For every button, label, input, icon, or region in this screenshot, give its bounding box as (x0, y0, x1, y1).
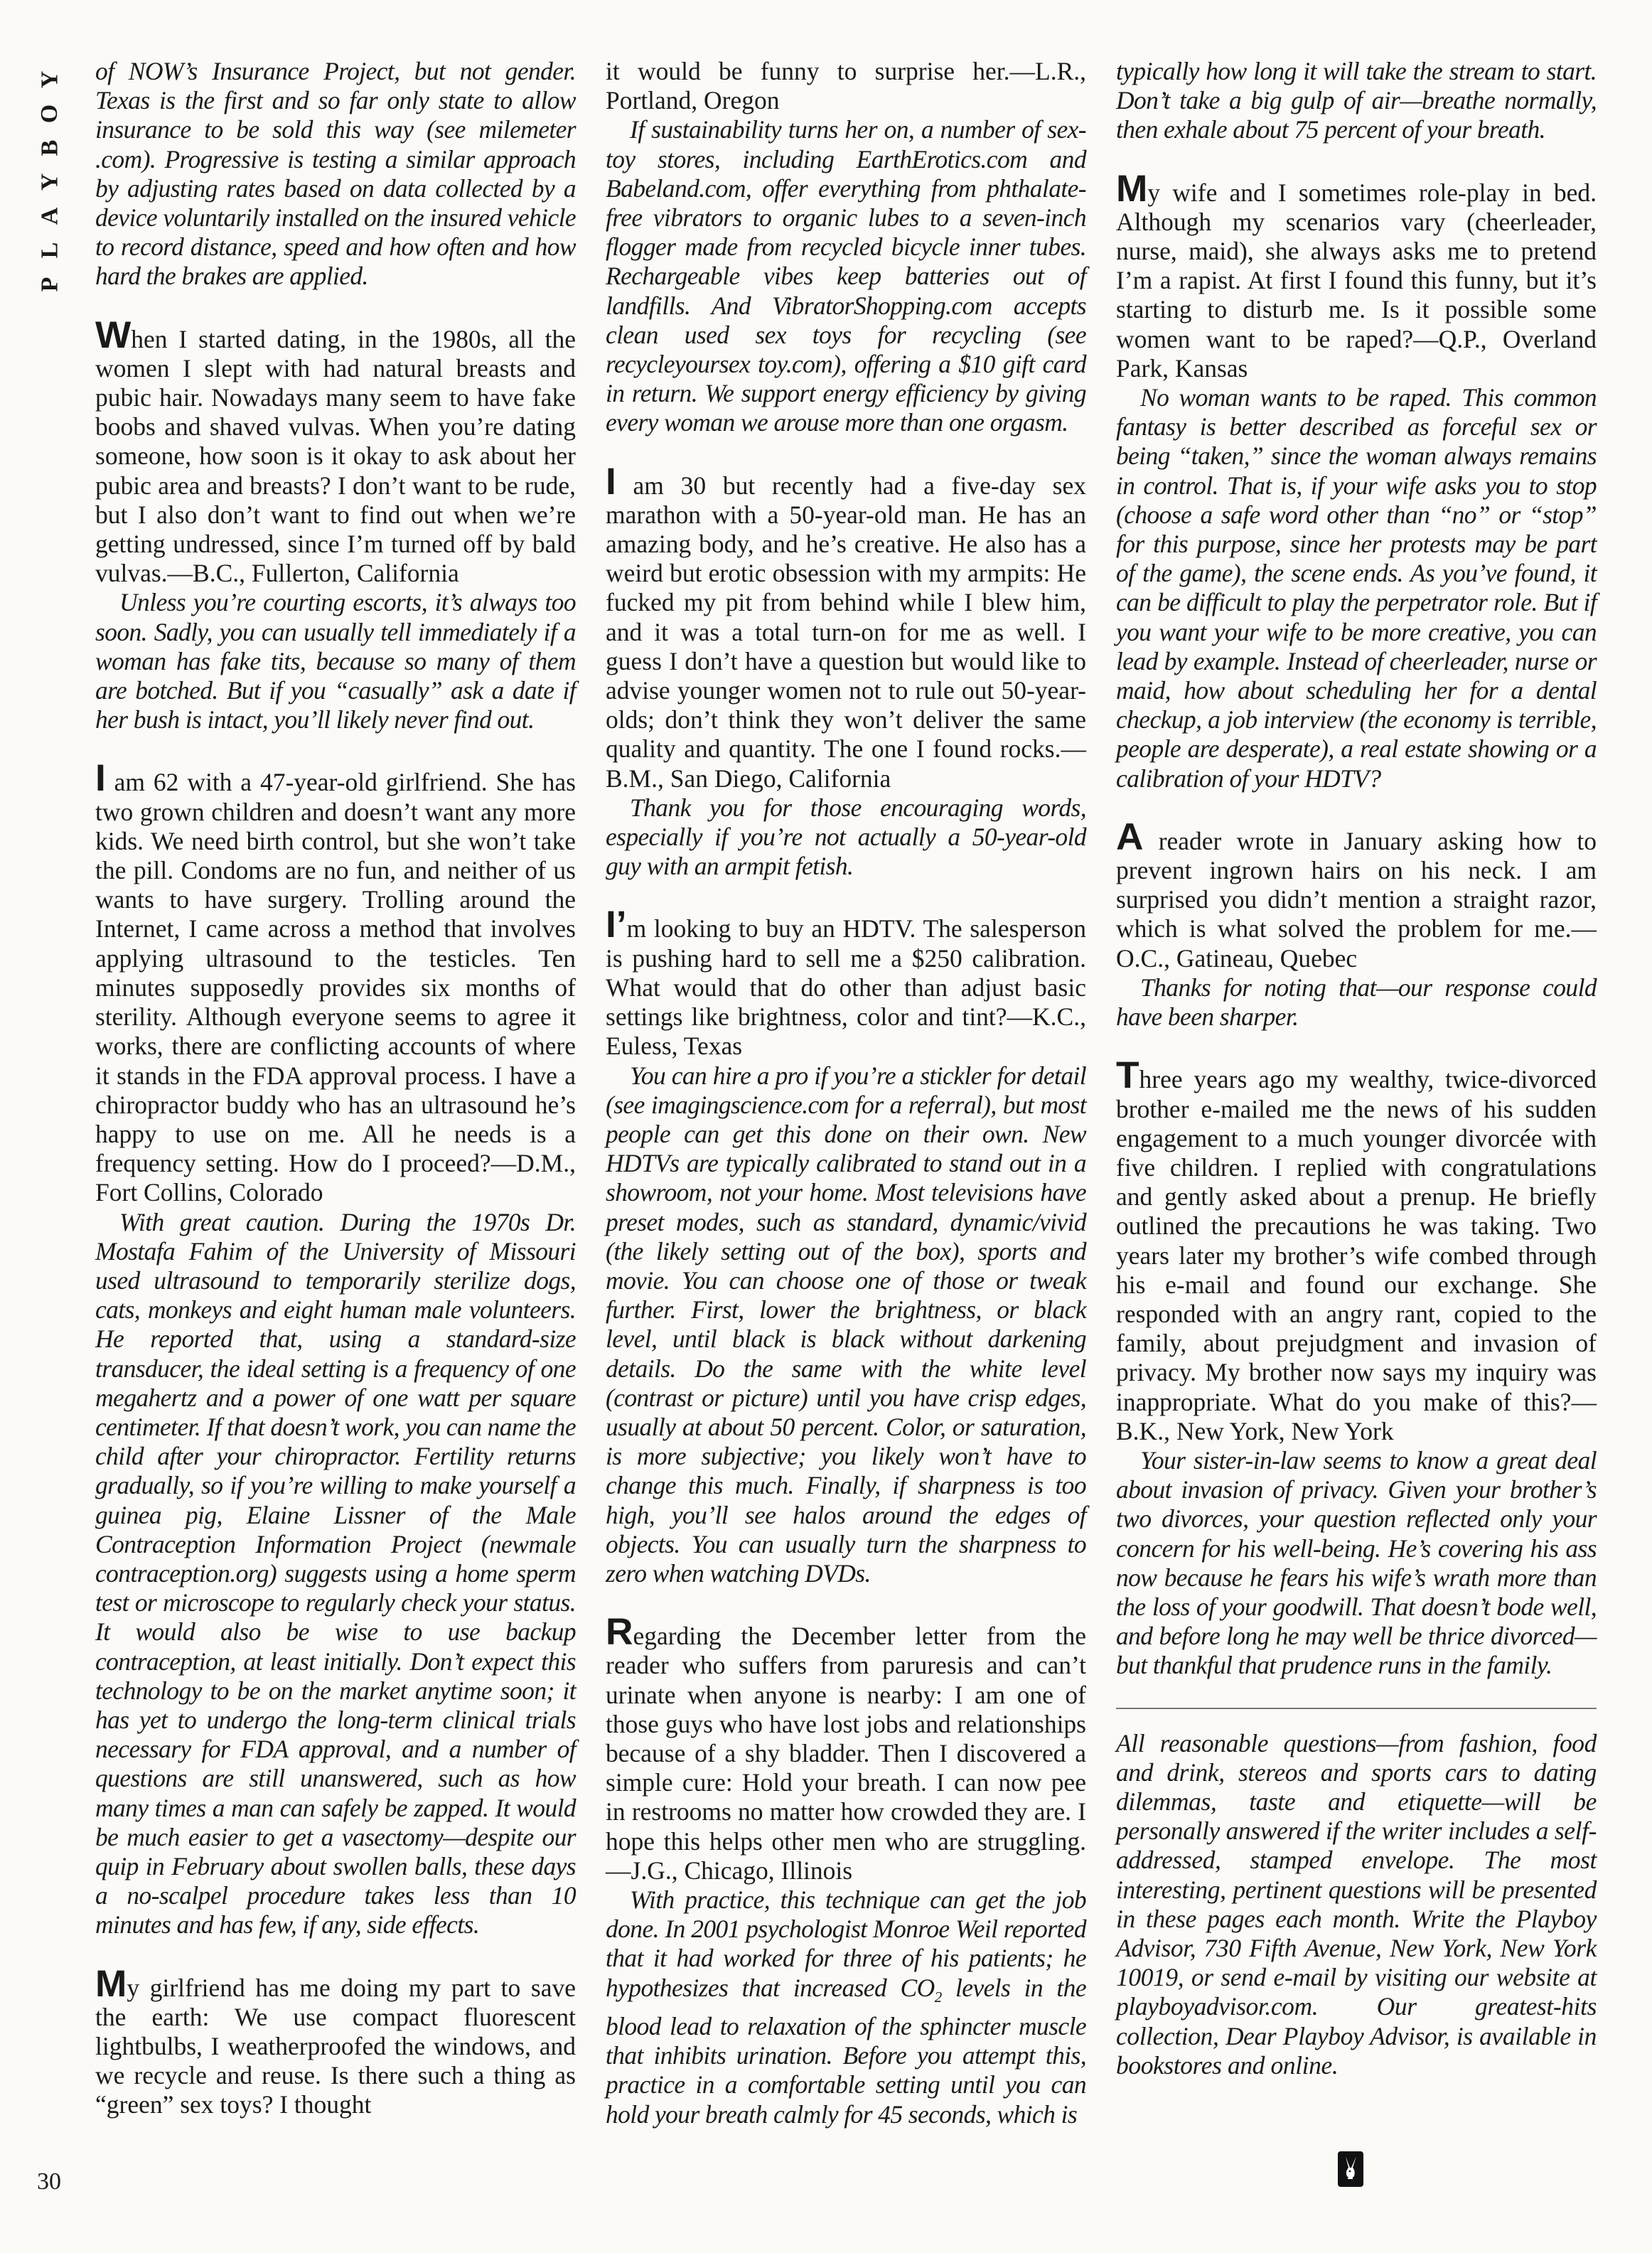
answer: Thanks for noting that—our response could have been sharper. (1116, 973, 1597, 1032)
question: I’m looking to buy an HDTV. The salesperson is pushing hard to sell me a $250 calibration. What would that do other than adjust basic settings like brightness, color and tint?—K.C., Euless, Texas (606, 904, 1086, 1061)
masthead-letter: Y (36, 70, 63, 89)
submission-note: All reasonable questions—from fashion, food and drink, stereos and sports cars to dating dilemmas, taste and etiquette—will be personally answered if the writer includes a self-addressed, stamped envelope. The most interesting, pertinent questions will be presented in these pages each month. Write the Playboy Advisor, 730 Fifth Avenue, New York, New York 10019, or send e-mail by visiting our website at playboyadvisor.com. Our greatest-hits collection, Dear Playboy Advisor, is available in bookstores and online. (1116, 1728, 1597, 2080)
answer-text: With practice, this technique can get the job done. In 2001 psychologist Monroe Weil reported that it had worked for three of his patients; he hypothesizes that increased CO (606, 1885, 1086, 2002)
playboy-masthead-vertical (34, 63, 65, 301)
masthead-letter: P (36, 277, 63, 292)
question: My wife and I sometimes role-play in bed. Although my scenarios vary (cheerleader, nurse, maid), she always asks me to pretend I’m a rapist. At first I found this funny, but it’s starting to disturb me. Is it possible some women want to be raped?—Q.P., Overland Park, Kansas (1116, 167, 1597, 382)
masthead-letter: O (36, 104, 63, 124)
answer (606, 1885, 1086, 2129)
question: Three years ago my wealthy, twice-divorced brother e-mailed me the news of his sudden engagement to a much younger divorcée with five children. I replied with congratulations and gently asked about a prenup. He briefly outlined the precautions he was taking. Two years later my brother’s wife combed through his e-mail and found our exchange. She responded with an angry rant, copied to the family, about prejudgment and invasion of privacy. My brother now says my inquiry was inappropriate. What do you make of this?—B.K., New York, New York (1116, 1054, 1597, 1445)
page-number: 30 (37, 2168, 61, 2195)
answer: Thank you for those encouraging words, especially if you’re not actually a 50-year-old guy with an armpit fetish. (606, 793, 1086, 881)
answer-text: levels in the blood lead to relaxation of the sphincter muscle that inhibits urination. Before you attempt this, practice in a comfortable setting until you can hold your breath calmly for 45 seconds, which is (606, 1973, 1086, 2129)
answer-continued: of NOW’s Insurance Project, but not gender. Texas is the first and so far only state to allow insurance to be sold this way (see milemeter .com). Progressive is testing a similar approach by adjusting rates based on data collected by a device voluntarily installed on the insured vehicle to record distance, speed and how often and how hard the brakes are applied. (95, 57, 576, 291)
divider (1116, 1708, 1597, 1709)
rabbit-head-logo-icon (1338, 2151, 1363, 2187)
answer: Your sister-in-law seems to know a great deal about invasion of privacy. Given your brother’s two divorces, your question reflected only your concern for his well-being. He’s covering his ass now because he fears his wife’s wrath more than the loss of your goodwill. That doesn’t bode well, and before long he may well be thrice divorced—but thankful that prudence runs in the family. (1116, 1445, 1597, 1680)
question: Regarding the December letter from the reader who suffers from paruresis and can’t urinate when anyone is nearby: I am one of those guys who have lost jobs and relationships because of a shy bladder. Then I discovered a simple cure: Hold your breath. I can now pee in restrooms no matter how crowded they are. I hope this helps other men who are struggling.—J.G., Chicago, Illinois (606, 1611, 1086, 1885)
answer-continued: typically how long it will take the stream to start. Don’t take a big gulp of air—breathe normally, then exhale about 75 percent of your breath. (1116, 57, 1597, 144)
column-2 (606, 57, 1086, 2129)
answer: You can hire a pro if you’re a stickler for detail (see imagingscience.com for a referral), but most people can get this done on their own. New HDTVs are typically calibrated to stand out in a showroom, not your home. Most televisions have preset modes, such as standard, dynamic/vivid (the likely setting out of the box), sports and movie. You can choose one of those or tweak further. First, lower the brightness, or black level, until black is black without darkening details. Do the same with the white level (contrast or picture) until you have crisp edges, usually at about 50 percent. Color, or saturation, is more subjective; you likely won’t have to change this much. Finally, if sharpness is too high, you’ll see halos around the edges of objects. You can usually turn the sharpness to zero when watching DVDs. (606, 1061, 1086, 1588)
subscript: 2 (934, 1988, 942, 2006)
masthead-letter: B (36, 139, 63, 156)
column-1 (95, 57, 576, 2120)
question-continued: it would be funny to surprise her.—L.R., Portland, Oregon (606, 57, 1086, 115)
answer: Unless you’re courting escorts, it’s always too soon. Sadly, you can usually tell immediately if a woman has fake tits, because so many of them are botched. But if you “casually” ask a date if her bush is intact, you’ll likely never find out. (95, 588, 576, 734)
column-3 (1116, 57, 1597, 2080)
question: My girlfriend has me doing my part to save the earth: We use compact fluorescent lightbulbs, I weatherproofed the windows, and we recycle and reuse. Is there such a thing as “green” sex toys? I thought (95, 1962, 576, 2119)
answer: No woman wants to be raped. This common fantasy is better described as forceful sex or being “taken,” since the woman always remains in control. That is, if your wife asks you to stop (choose a safe word other than “no” or “stop” for this purpose, since her protests may be part of the game), the scene ends. As you’ve found, it can be difficult to play the perpetrator role. But if you want your wife to be more creative, you can lead by example. Instead of cheerleader, nurse or maid, how about scheduling her for a dental checkup, a job interview (the economy is terrible, people are desperate), a real estate showing or a calibration of your HDTV? (1116, 383, 1597, 793)
answer: If sustainability turns her on, a number of sex-toy stores, including EarthErotics.com and Babeland.com, offer everything from phthalate-free vibrators to organic lubes to a seven-inch flogger made from recycled bicycle inner tubes. Rechargeable vibes keep batteries out of landfills. And VibratorShopping.com accepts clean used sex toys for recycling (see recycleyoursex toy.com), offering a $10 gift card in return. We support energy efficiency by giving every woman we arouse more than one orgasm. (606, 115, 1086, 437)
masthead-letter: Y (36, 173, 63, 191)
masthead-letter: L (36, 242, 63, 259)
question: I am 30 but recently had a five-day sex marathon with a 50-year-old man. He has an amazing body, and he’s creative. He also has a weird but erotic obsession with my armpits: He fucked my pit from behind while I blew him, and it was a total turn-on for me as well. I guess I don’t have a question but would like to advise younger women not to rule out 50-year-olds; don’t think they won’t deliver the same quality and quantity. The one I found rocks.—B.M., San Diego, California (606, 460, 1086, 793)
question: I am 62 with a 47-year-old girlfriend. She has two grown children and doesn’t want any more kids. We need birth control, but she won’t take the pill. Condoms are no fun, and neither of us wants to have surgery. Trolling around the Internet, I came across a method that involves applying ultrasound to the testicles. Ten minutes supposedly provides six months of sterility. Although everyone seems to agree it works, there are conflicting accounts of where it stands in the FDA approval process. I have a chiropractor buddy who has an ultrasound he’s happy to use on me. All he needs is a frequency setting. How do I proceed?—D.M., Fort Collins, Colorado (95, 757, 576, 1207)
question: A reader wrote in January asking how to prevent ingrown hairs on his neck. I am surprised you didn’t mention a straight razor, which is what solved the problem for me.—O.C., Gatineau, Quebec (1116, 815, 1597, 973)
question: When I started dating, in the 1980s, all the women I slept with had natural breasts and pubic hair. Nowadays many seem to have fake boobs and shaved vulvas. When you’re dating someone, how soon is it okay to ask about her pubic area and breasts? I don’t want to be rude, but I also don’t want to find out when we’re getting undressed, since I’m turned off by bald vulvas.—B.C., Fullerton, California (95, 314, 576, 588)
rabbit-icon (1341, 2155, 1360, 2183)
masthead-letter: A (36, 207, 63, 225)
answer: With great caution. During the 1970s Dr. Mostafa Fahim of the University of Missouri used ultrasound to temporarily sterilize dogs, cats, monkeys and eight human male volunteers. He reported that, using a standard-size transducer, the ideal setting is a frequency of one megahertz and a power of one watt per square centimeter. If that doesn’t work, you can name the child after your chiropractor. Fertility returns gradually, so if you’re willing to make yourself a guinea pig, Elaine Lissner of the Male Contraception Information Project (newmale contraception.org) suggests using a home sperm test or microscope to regularly check your status. It would also be wise to use backup contraception, at least initially. Don’t expect this technology to be on the market anytime soon; it has yet to undergo the long-term clinical trials necessary for FDA approval, and a number of questions are still unanswered, such as how many times a man can safely be zapped. It would be much easier to get a vasectomy—despite our quip in February about swollen balls, these days a no-scalpel procedure takes less than 10 minutes and has few, if any, side effects. (95, 1207, 576, 1939)
